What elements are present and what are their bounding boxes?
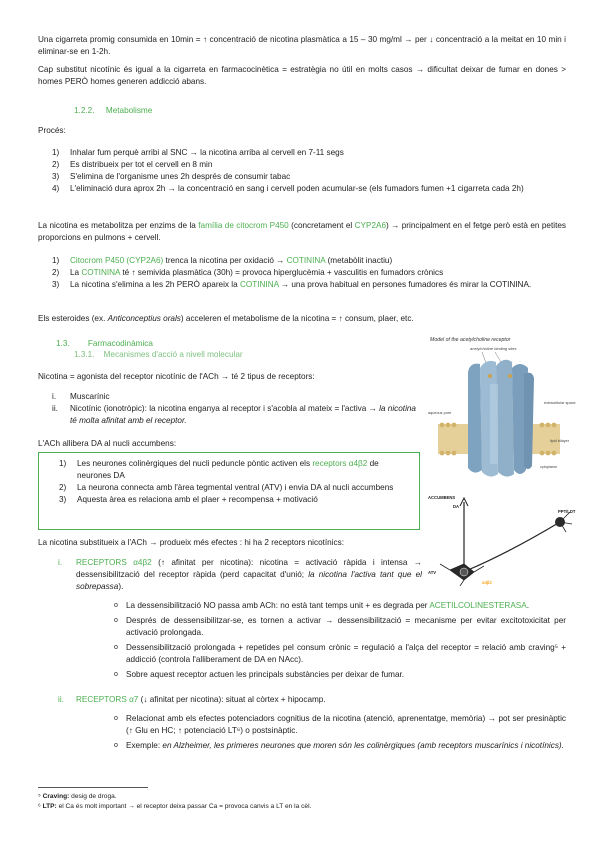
- list-item: [112, 615, 566, 639]
- bullet-icon: o: [114, 602, 118, 609]
- list-item: [112, 642, 566, 666]
- intro-paragraph-1: Una cigarreta promig consumida en 10min = ↑ concentració de nicotina plasmàtica a 15 – 30 mg/ml → per ↓ concentració a la meitat en 10 min i eliminar-se en 1-2h.: [38, 35, 566, 56]
- section-title: Mecanismes d'acció a nivell molecular: [103, 350, 243, 359]
- list-item: [45, 494, 413, 506]
- text-run: ) acceleren el metabolisme de la nicotina = ↑ consum, plaer, etc.: [180, 314, 414, 323]
- footnote-label: LTP:: [42, 803, 57, 810]
- highlight-box: [38, 452, 420, 530]
- list-number: 1): [59, 459, 67, 468]
- substitueix-paragraph: La nicotina substitueix a l'ACh → produeix més efectes : hi ha 2 receptors nicotínics:: [38, 538, 345, 547]
- list-item: [38, 403, 416, 427]
- list-number: 1): [52, 148, 60, 157]
- highlight-term: ACETILCOLINESTERASA: [429, 601, 527, 610]
- subsection-heading: [74, 350, 243, 359]
- italic-term: en Alzheimer, les primeres neurones que moren són les colinèrgiques (amb receptors muscarínics i nicotínics).: [162, 741, 564, 750]
- list-item: [38, 391, 416, 403]
- receptor-subunits: [468, 360, 534, 477]
- bullet-icon: o: [114, 617, 118, 624]
- text-run: Aquesta àrea es relaciona amb el plaer + recompensa + motivació: [77, 495, 318, 504]
- list-number: 2): [52, 160, 60, 169]
- footnote-divider: [38, 787, 148, 788]
- nicotina-paragraph: Nicotina = agonista del receptor nicotínic de l'ACh → té 2 tipus de receptors:: [38, 372, 315, 381]
- text-run: trenca la nicotina per oxidació →: [163, 256, 287, 265]
- ach-line: L'ACh allibera DA al nucli accumbens:: [38, 439, 177, 448]
- text-run: (metabòlit inactiu): [325, 256, 393, 265]
- highlight-term: Citocrom P450 (CYP2A6): [70, 256, 164, 265]
- list-text: Inhalar fum perquè arribi al SNC → la nicotina arriba al cervell en 7-11 segs: [70, 148, 344, 157]
- section-number: 1.2.2.: [74, 106, 95, 115]
- italic-term: Anticonceptius orals: [107, 314, 181, 323]
- label-accumbens: ACCUMBENS: [428, 495, 456, 500]
- figure-label-cytoplasm: cytoplasm: [540, 465, 558, 469]
- list-number: i.: [52, 392, 57, 401]
- text-run: Sobre aquest receptor actuen les principals substàncies per deixar de fumar.: [126, 670, 405, 679]
- highlight-term: COTININA: [239, 280, 279, 289]
- section-heading-metabolisme: [74, 106, 152, 115]
- list-text: L'eliminació dura aprox 2h → la concentració en sang i cervell poden acumular-se (els fumadors fumen +1 cigarreta cada 2h): [70, 184, 524, 193]
- figure-label-lipid: lipid bilayer: [550, 439, 569, 443]
- proces-steps-list: [38, 147, 566, 195]
- list-number: 3): [52, 280, 60, 289]
- section-number: 1.3.: [56, 339, 70, 348]
- section-number: 1.3.1.: [74, 350, 95, 359]
- text-run: Relacionat amb els efectes potenciadors cognitius de la nicotina (atenció, aprenentatge, memòria) → pot ser presinàptic (↑ Glu en HC; ↑ potenciació LT⁶) o postsinàptic.: [126, 714, 566, 735]
- footnote-marker: ⁵: [38, 793, 41, 800]
- receptor-a7-bullets: [112, 713, 566, 752]
- footnote-label: Craving:: [42, 793, 70, 800]
- receptor-label: RECEPTORS α7: [76, 695, 139, 704]
- bullet-icon: o: [114, 671, 118, 678]
- text-run: de neurones DA: [77, 459, 379, 480]
- section-title: Metabolisme: [105, 106, 153, 115]
- list-item: [38, 255, 566, 267]
- text-run: La neurona connecta amb l'àrea tegmental ventral (ATV) i envia DA al nucli accumbens: [77, 483, 394, 492]
- text-run: La dessensibilització NO passa amb ACh: no està tant temps unit + es degrada per: [126, 601, 430, 610]
- receptor-types-list: [38, 391, 416, 427]
- text-run: Exemple:: [126, 741, 163, 750]
- bullet-icon: o: [114, 742, 118, 749]
- list-item: [38, 159, 566, 171]
- list-number: 1): [52, 256, 60, 265]
- list-number: 2): [59, 483, 67, 492]
- highlight-term: receptors α4β2: [312, 459, 368, 468]
- figure-label-binding: acetylcholine binding sites: [470, 346, 517, 351]
- highlight-term: família de citocrom P450: [198, 221, 289, 230]
- text-run: Les neurones colinèrgiques del nucli peduncle pòntic activen els: [77, 459, 313, 468]
- list-number: ii.: [52, 404, 58, 413]
- text-run: ).: [118, 582, 124, 591]
- neuron-body: [460, 568, 468, 576]
- metabolisme-paragraph: [38, 220, 566, 244]
- list-text: Nicotínic (ionotròpic): la nicotina enganya al receptor i s'acobla al mateix = l'activa →: [70, 404, 380, 413]
- section-heading-farmacodinamica: [56, 339, 153, 348]
- esteroides-paragraph: [38, 313, 566, 325]
- figure-label-extracellular: extracellular space: [544, 401, 576, 405]
- italic-term: la nicotina té molta afinitat amb el receptor.: [70, 404, 416, 425]
- list-number: 4): [52, 184, 60, 193]
- list-number: ii.: [58, 695, 64, 704]
- receptor-a4b2-bullets: [112, 600, 566, 681]
- list-item: [38, 267, 566, 279]
- list-item: [38, 279, 566, 291]
- receptor-a4b2-paragraph: [58, 557, 422, 593]
- list-text: Muscarínic: [70, 392, 110, 401]
- receptor-label: RECEPTORS α4β2: [76, 558, 152, 567]
- text-run: Després de dessensibilitzar-se, es tornen a activar → dessensibilització = mecanisme per evitar excitotoxicitat per activació prolongada.: [126, 616, 566, 637]
- footnote: [38, 792, 558, 801]
- box-list: [45, 458, 413, 506]
- text-run: La nicotina s'elimina a les 2h PERÒ apareix la: [70, 280, 240, 289]
- text-run: ) → principalment en el fetge però està en petites proporcions en pulmons + cervell.: [38, 221, 566, 242]
- list-item: [112, 740, 566, 752]
- proces-label: Procés:: [38, 126, 66, 135]
- footnote-text: desig de droga.: [69, 793, 117, 800]
- list-number: 2): [52, 268, 60, 277]
- neuron-pptldt: [555, 517, 565, 527]
- list-item: [38, 183, 566, 195]
- text-run: (↑ afinitat per nicotina): nicotina = activació ràpida i intensa → dessensibilització del receptor ràpida (perd capacitat d'unió;: [76, 558, 422, 579]
- receptor-a7-paragraph: [58, 694, 558, 706]
- text-run: La nicotina es metabolitza per enzims de la: [38, 221, 199, 230]
- list-item: [45, 458, 413, 482]
- figure-label-aqueous: aqueous pore: [428, 411, 452, 415]
- list-number: 3): [59, 495, 67, 504]
- receptor-figure: [420, 332, 580, 586]
- list-text: S'elimina de l'organisme unes 2h després de consumir tabac: [70, 172, 291, 181]
- text-run: (concretament el: [288, 221, 355, 230]
- highlight-term: COTININA: [81, 268, 121, 277]
- list-number: 3): [52, 172, 60, 181]
- text-run: La: [70, 268, 82, 277]
- footnote: [38, 802, 558, 811]
- text-run: (↓ afinitat per nicotina): situat al còrtex + hipocamp.: [138, 695, 326, 704]
- label-atv: ATV: [428, 570, 437, 575]
- list-text: Es distribueix per tot el cervell en 8 min: [70, 160, 213, 169]
- text-run: Dessensibilització prolongada + repetides pel consum crònic = regulació a l'alça del receptor = relació amb craving⁵ + addicció (controla l'alliberament de DA en NAcc).: [126, 643, 566, 664]
- highlight-term: COTININA: [286, 256, 326, 265]
- list-item: [112, 600, 566, 612]
- text-run: .: [526, 601, 529, 610]
- list-item: [38, 171, 566, 183]
- text-run: té ↑ semivida plasmàtica (30h) = provoca hiperglucèmia + vasculitis en fumadors crònics: [120, 268, 444, 277]
- metabolisme-sub-list: [38, 255, 566, 291]
- figure-title: Model of the acetylcholine receptor: [430, 337, 511, 343]
- label-a4b2: α4β2: [482, 580, 492, 585]
- list-item: [38, 147, 566, 159]
- text-run: Els esteroides (ex.: [38, 314, 108, 323]
- list-item: [45, 482, 413, 494]
- highlight-term: CYP2A6: [354, 221, 387, 230]
- bullet-icon: o: [114, 715, 118, 722]
- label-da: DA: [453, 504, 460, 509]
- axon-pptldt: [468, 522, 560, 570]
- footnote-text: el Ca és molt important → el receptor deixa passar Ca = provoca canvis a LT en la cèl.: [56, 803, 312, 810]
- italic-term: la nicotina l'activa tant que el sobrepassa: [76, 570, 422, 591]
- list-number: i.: [58, 558, 63, 567]
- intro-paragraph-2: Cap substitut nicotínic és igual a la cigarreta en farmacocinètica = estratègia no útil en molts casos → dificultat deixar de fumar en dones > homes PERÒ homes generen addicció abans.: [38, 65, 566, 86]
- label-pptldt: PPT/LDT: [558, 509, 576, 514]
- list-item: [112, 669, 566, 681]
- footnote-marker: ⁶: [38, 803, 41, 810]
- section-title: Farmacodinàmica: [87, 339, 153, 348]
- text-run: → una prova habitual en persones fumadores és mirar la COTININA.: [278, 280, 532, 289]
- list-item: [112, 713, 566, 737]
- bullet-icon: o: [114, 644, 118, 651]
